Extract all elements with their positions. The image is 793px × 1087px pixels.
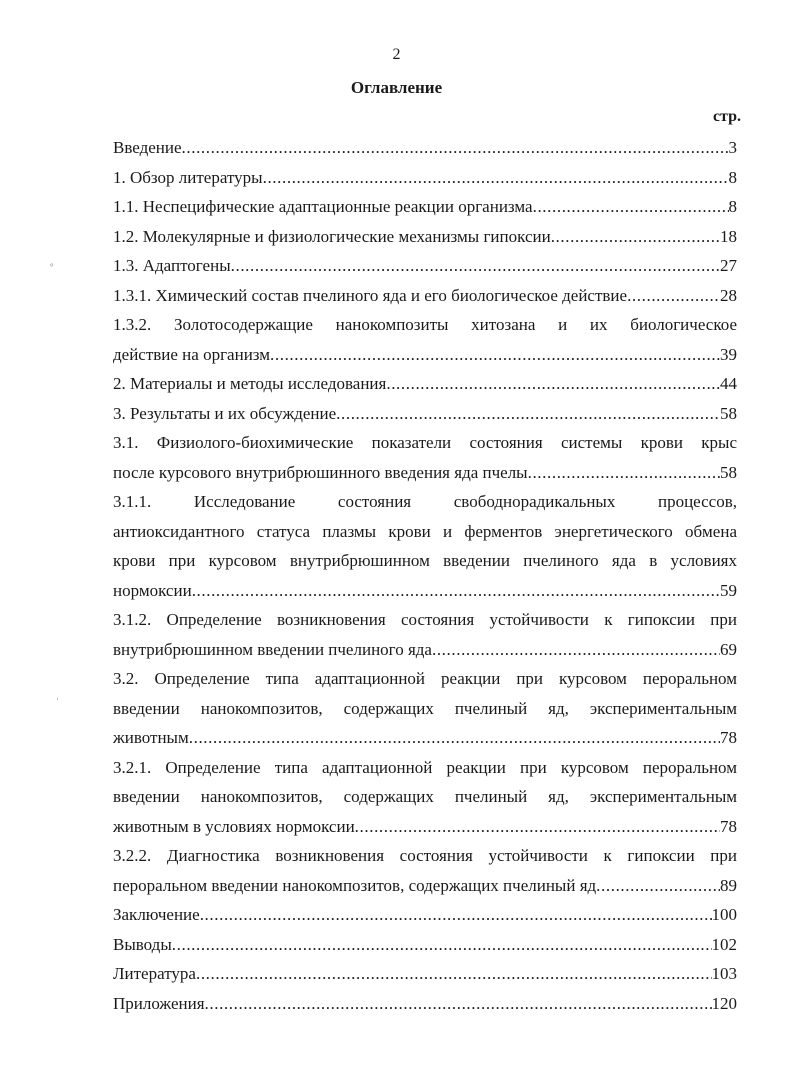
pages-column-label: стр. (712, 108, 741, 125)
page-title: Оглавление (350, 78, 443, 97)
toc-entry-page: 89 (720, 875, 737, 895)
toc-entry-row (113, 989, 737, 1019)
page-number: 2 (392, 46, 401, 63)
toc-entry-title: Выводы (113, 934, 172, 954)
dot-leader (551, 222, 720, 252)
toc-entry-title: 1.2. Молекулярные и физиологические механизмы гипоксии (113, 226, 551, 246)
toc-entry-row (113, 871, 737, 901)
toc-entry-row (113, 723, 737, 753)
dot-leader (355, 812, 720, 842)
toc-entry-page: 58 (720, 462, 737, 482)
toc-entry-row (113, 163, 737, 193)
toc-entry-page: 69 (720, 639, 737, 659)
toc-entry[interactable] (113, 841, 737, 900)
toc-entry-row (113, 930, 737, 960)
toc-entry-title: животным в условиях нормоксии (113, 816, 355, 836)
toc-entry-line: антиоксидантного статуса плазмы крови и ферментов энергетического обмена (113, 521, 737, 541)
toc-entry-title: 2. Материалы и методы исследования (113, 374, 387, 393)
toc-entry-title: 3. Результаты и их обсуждение (113, 403, 337, 423)
dot-leader (432, 635, 720, 665)
toc-entry[interactable] (113, 664, 737, 753)
toc-entry-page: 120 (711, 993, 737, 1013)
toc-entry-page: 39 (720, 344, 737, 364)
dot-leader (386, 369, 720, 399)
toc-entry[interactable] (113, 251, 737, 281)
toc-entry[interactable] (113, 399, 737, 429)
toc-entry[interactable] (113, 192, 737, 222)
toc-entry-row (113, 281, 737, 311)
toc-entry-line: введении нанокомпозитов, содержащих пчелиный яд, экспериментальным (113, 787, 737, 806)
toc-entry-title: 1.3. Адаптогены (113, 256, 231, 275)
toc-entry-line: 3.1.2. Определение возникновения состояния устойчивости к гипоксии при (113, 610, 737, 629)
toc-entry[interactable] (113, 133, 737, 163)
toc-entry-row (113, 222, 737, 252)
toc-entry-line: 3.1.1. Исследование состояния свободнорадикальных процессов, (113, 492, 737, 511)
toc-entry-row (113, 192, 737, 222)
toc-entry-title: животным (113, 728, 189, 747)
toc-entry-line: 1.3.2. Золотосодержащие нанокомпозиты хитозана и их биологическое (113, 315, 737, 334)
toc-entry-page: 28 (720, 285, 737, 305)
toc-entry-row (113, 900, 737, 930)
toc-entry-row (113, 340, 737, 370)
dot-leader (192, 576, 720, 606)
toc-entry-page: 103 (711, 964, 737, 983)
toc-entry-title: после курсового внутрибрюшинного введения яда пчелы (113, 462, 528, 482)
toc-entry-page: 8 (728, 167, 737, 187)
dot-leader (196, 959, 712, 989)
toc-entry[interactable] (113, 310, 737, 369)
toc-entry-title: Введение (113, 138, 182, 157)
toc-entry-page: 59 (720, 580, 737, 600)
toc-entry-line: 3.2. Определение типа адаптационной реакции при курсовом пероральном (113, 669, 737, 688)
table-of-contents (113, 133, 737, 1018)
toc-entry-row (113, 812, 737, 842)
toc-entry-row (113, 635, 737, 665)
toc-entry-page: 18 (720, 226, 737, 246)
dot-leader (533, 192, 729, 222)
toc-entry-line: 3.1. Физиолого-биохимические показатели состояния системы крови крыс (113, 433, 737, 452)
dot-leader (172, 930, 712, 960)
toc-entry[interactable] (113, 900, 737, 930)
toc-entry[interactable] (113, 369, 737, 399)
dot-leader (263, 163, 729, 193)
dot-leader (528, 458, 720, 488)
toc-entry-title: Заключение (113, 905, 200, 924)
toc-entry[interactable] (113, 753, 737, 842)
dot-leader (270, 340, 720, 370)
scan-mark: ° (50, 262, 54, 272)
toc-entry-row (113, 458, 737, 488)
dot-leader (336, 399, 720, 429)
dot-leader (189, 723, 720, 753)
dot-leader (627, 281, 720, 311)
dot-leader (200, 900, 712, 930)
dot-leader (596, 871, 720, 901)
toc-entry-title: нормоксии (113, 580, 192, 600)
toc-entry[interactable] (113, 428, 737, 487)
toc-entry-line: крови при курсовом внутрибрюшинном введении пчелиного яда в условиях (113, 551, 737, 570)
toc-entry[interactable] (113, 959, 737, 989)
toc-entry-page: 78 (720, 728, 737, 747)
toc-entry[interactable] (113, 605, 737, 664)
toc-entry-page: 102 (711, 934, 737, 954)
scan-mark: · (56, 694, 59, 704)
toc-entry-page: 44 (720, 374, 737, 393)
toc-entry-title: Приложения (113, 993, 205, 1013)
dot-leader (231, 251, 720, 281)
toc-entry-row (113, 369, 737, 399)
toc-entry-title: 1.1. Неспецифические адаптационные реакции организма (113, 197, 533, 216)
toc-entry-page: 3 (728, 138, 737, 157)
toc-entry[interactable] (113, 930, 737, 960)
dot-leader (205, 989, 712, 1019)
toc-entry-title: действие на организм (113, 344, 271, 364)
toc-entry[interactable] (113, 281, 737, 311)
toc-entry-page: 78 (720, 816, 737, 836)
dot-leader (182, 133, 729, 163)
toc-entry-title: внутрибрюшинном введении пчелиного яда (113, 639, 432, 659)
toc-entry-row (113, 133, 737, 163)
toc-entry[interactable] (113, 989, 737, 1019)
toc-entry-row (113, 399, 737, 429)
toc-entry-line: введении нанокомпозитов, содержащих пчелиный яд, экспериментальным (113, 698, 737, 718)
toc-entry-page: 100 (711, 905, 737, 924)
toc-entry-row (113, 576, 737, 606)
toc-entry-title: 1.3.1. Химический состав пчелиного яда и его биологическое действие (113, 285, 628, 305)
toc-entry-line: 3.2.1. Определение типа адаптационной реакции при курсовом пероральном (113, 757, 737, 777)
toc-entry-title: 1. Обзор литературы (113, 167, 263, 187)
toc-entry-row (113, 251, 737, 281)
toc-entry-line: 3.2.2. Диагностика возникновения состояния устойчивости к гипоксии при (113, 846, 737, 865)
toc-entry-page: 58 (720, 403, 737, 423)
toc-entry[interactable] (113, 222, 737, 252)
toc-entry-title: Литература (113, 964, 196, 983)
toc-entry-page: 27 (720, 256, 737, 275)
toc-entry-page: 8 (728, 197, 737, 216)
toc-entry[interactable] (113, 163, 737, 193)
toc-entry[interactable] (113, 487, 737, 605)
toc-entry-row (113, 959, 737, 989)
toc-entry-title: пероральном введении нанокомпозитов, содержащих пчелиный яд (113, 875, 597, 895)
